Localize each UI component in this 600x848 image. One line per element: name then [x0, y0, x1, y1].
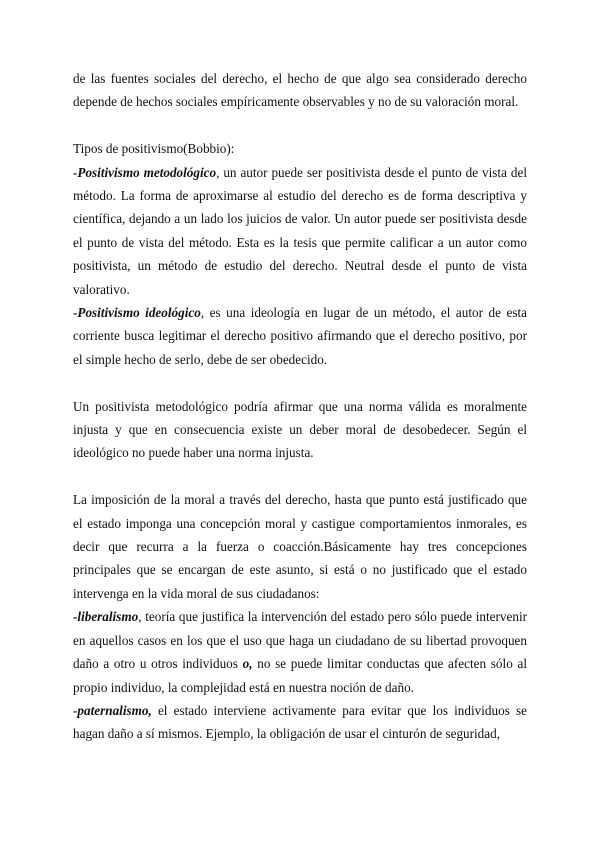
spacer	[73, 465, 527, 488]
paragraph-ideologico	[73, 301, 527, 371]
paragraph-intro: de las fuentes sociales del derecho, el hecho de que algo sea considerado derecho depende de hechos sociales empíricamente observables y no de su valoración moral.	[73, 71, 527, 110]
tipos-heading: Tipos de positivismo(Bobbio):	[73, 141, 235, 157]
term-paternalismo: -paternalismo,	[73, 702, 152, 718]
document-body	[73, 67, 527, 746]
spacer	[73, 371, 527, 394]
spacer	[73, 114, 527, 137]
text-liberalismo-b: no se puede limitar conductas que afecten sólo al propio individuo, la complejidad está en nuestra noción de daño.	[73, 656, 528, 695]
text-metodologico: , un autor puede ser positivista desde el punto de vista del método. La forma de aproximarse al estudio del derecho es de forma descriptiva y científica, dejando a un lado los juicios de valor. Un autor puede ser positivista desde el punto de vista del método. Esta es la tesis que permite calificar a un autor como positivista, un método de estudio del derecho. Neutral desde el punto de vista valorativo.	[73, 164, 527, 297]
paragraph-imposicion-moral: La imposición de la moral a través del derecho, hasta que punto está justificado que el estado imponga una concepción moral y castigue comportamientos inmorales, es decir que recurra a la fuerza o coacción.Básicamente hay tres concepciones principales que se encargan de este asunto, si está o no justificado que el estado intervenga en la vida moral de sus ciudadanos:	[73, 492, 527, 601]
paragraph-liberalismo	[73, 605, 527, 699]
text-ideologico: , es una ideología en lugar de un método, el autor de esta corriente busca legitimar el derecho positivo afirmando que el derecho positivo, por el simple hecho de serlo, debe de ser obedecido.	[73, 305, 527, 367]
paragraph-paternalismo	[73, 699, 527, 746]
term-metodologico: -Positivismo metodológico	[73, 164, 217, 180]
term-liberalismo: -liberalismo	[73, 609, 139, 625]
text-liberalismo-a: , teoría que justifica la intervención del estado pero sólo puede intervenir en aquellos casos en los que el uso que haga un ciudadano de su libertad provoquen daño a otro u otros individuos	[73, 609, 527, 672]
text-paternalismo: el estado interviene activamente para evitar que los individuos se hagan daño a sí mismos. Ejemplo, la obligación de usar el cinturón de seguridad,	[73, 702, 527, 742]
paragraph-metodologico	[73, 161, 527, 301]
emphasis-o: o,	[242, 656, 253, 672]
paragraph-metodologico-vs-ideologico: Un positivista metodológico podría afirmar que una norma válida es moralmente injusta y que en consecuencia existe un deber moral de desobedecer. Según el ideológico no puede haber una norma injusta.	[73, 398, 527, 461]
term-ideologico: -Positivismo ideológico	[73, 305, 201, 321]
